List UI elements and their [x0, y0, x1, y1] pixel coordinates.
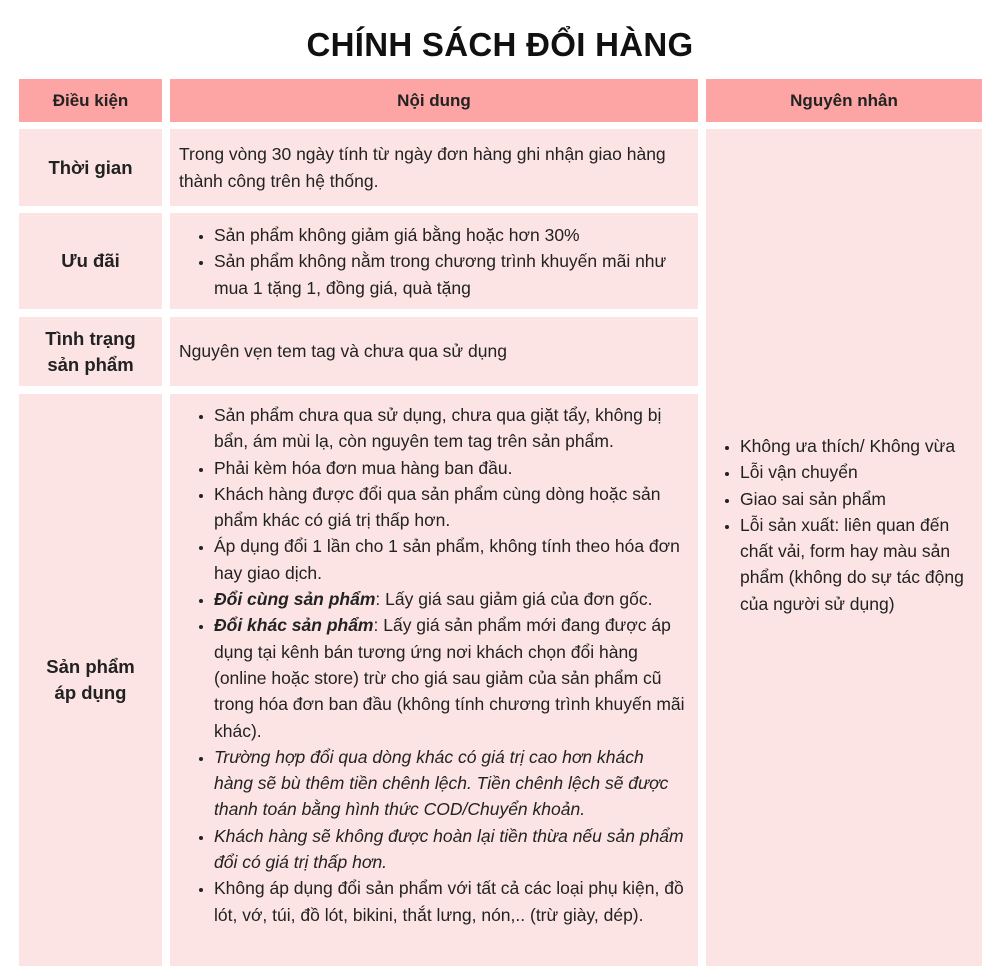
other-product-label: Đổi khác sản phẩm [214, 615, 374, 636]
list-item [214, 586, 686, 612]
condition-status [19, 317, 162, 386]
reason-cell [706, 129, 982, 966]
list-item: • Lỗi sản xuất: liên quan đến chất vải, form hay màu sản phẩm (không do sự tác động của người sử dụng) [740, 512, 980, 617]
condition-promo-label: Ưu đãi [61, 250, 120, 271]
content-status [170, 317, 698, 386]
list-item: • Trường hợp đổi qua dòng khác có giá trị cao hơn khách hàng sẽ bù thêm tiền chênh lệch. Tiền chênh lệch sẽ được thanh toán bằng hình thức COD/Chuyển khoản. [214, 744, 686, 823]
content-time [170, 129, 698, 206]
condition-applicable-label-line1: Sản phẩm [46, 656, 135, 677]
condition-status-label-line1: Tình trạng [45, 327, 136, 349]
promo-list [180, 222, 686, 301]
same-product-label: Đổi cùng sản phẩm [214, 589, 376, 610]
reason-list [706, 433, 980, 617]
content-status-text: Nguyên vẹn tem tag và chưa qua sử dụng [179, 341, 507, 362]
condition-applicable [19, 394, 162, 966]
list-item: • Lỗi vận chuyển [740, 459, 980, 485]
list-item: • Giao sai sản phẩm [740, 486, 980, 512]
content-applicable [170, 394, 698, 966]
list-item: • Sản phẩm chưa qua sử dụng, chưa qua giặt tẩy, không bị bẩn, ám mùi lạ, còn nguyên tem tag trên sản phẩm. [214, 402, 686, 455]
header-condition: Điều kiện [19, 79, 162, 122]
list-item: • Sản phẩm không nằm trong chương trình khuyến mãi như mua 1 tặng 1, đồng giá, quà tặng [214, 248, 686, 301]
condition-time-label: Thời gian [48, 156, 133, 178]
list-item: • Khách hàng sẽ không được hoàn lại tiền thừa nếu sản phẩm đổi có giá trị thấp hơn. [214, 823, 686, 876]
condition-applicable-label-line2: áp dụng [54, 682, 127, 703]
header-reason: Nguyên nhân [706, 79, 982, 122]
list-item: • Phải kèm hóa đơn mua hàng ban đầu. [214, 455, 686, 481]
list-item: • Không ưa thích/ Không vừa [740, 433, 980, 459]
condition-promo [19, 213, 162, 309]
list-item: • Không áp dụng đổi sản phẩm với tất cả các loại phụ kiện, đồ lót, vớ, túi, đồ lót, bikini, thắt lưng, nón,.. (trừ giày, dép). [214, 875, 686, 928]
condition-time [19, 129, 162, 206]
page-title: CHÍNH SÁCH ĐỔI HÀNG [306, 26, 694, 63]
list-item: • Khách hàng được đổi qua sản phẩm cùng dòng hoặc sản phẩm khác có giá trị thấp hơn. [214, 481, 686, 534]
same-product-text: : Lấy giá sau giảm giá của đơn gốc. [375, 589, 653, 610]
applicable-list [180, 402, 686, 928]
content-time-text: Trong vòng 30 ngày tính từ ngày đơn hàng ghi nhận giao hàng thành công trên hệ thống. [179, 144, 666, 191]
other-product-text: : Lấy giá sản phẩm mới đang được áp dụng tại kênh bán tương ứng nơi khách chọn đổi hàng (online hoặc store) trừ cho giá sau giảm của sản phẩm cũ trong hóa đơn ban đầu (không tính chương trình khuyến mãi khác). [214, 615, 685, 741]
condition-status-label-line2: sản phẩm [47, 353, 134, 375]
list-item: • Sản phẩm không giảm giá bằng hoặc hơn 30% [214, 222, 686, 248]
header-content: Nội dung [170, 79, 698, 122]
list-item [214, 612, 686, 743]
list-item: • Áp dụng đổi 1 lần cho 1 sản phẩm, không tính theo hóa đơn hay giao dịch. [214, 533, 686, 586]
content-promo [170, 213, 698, 309]
